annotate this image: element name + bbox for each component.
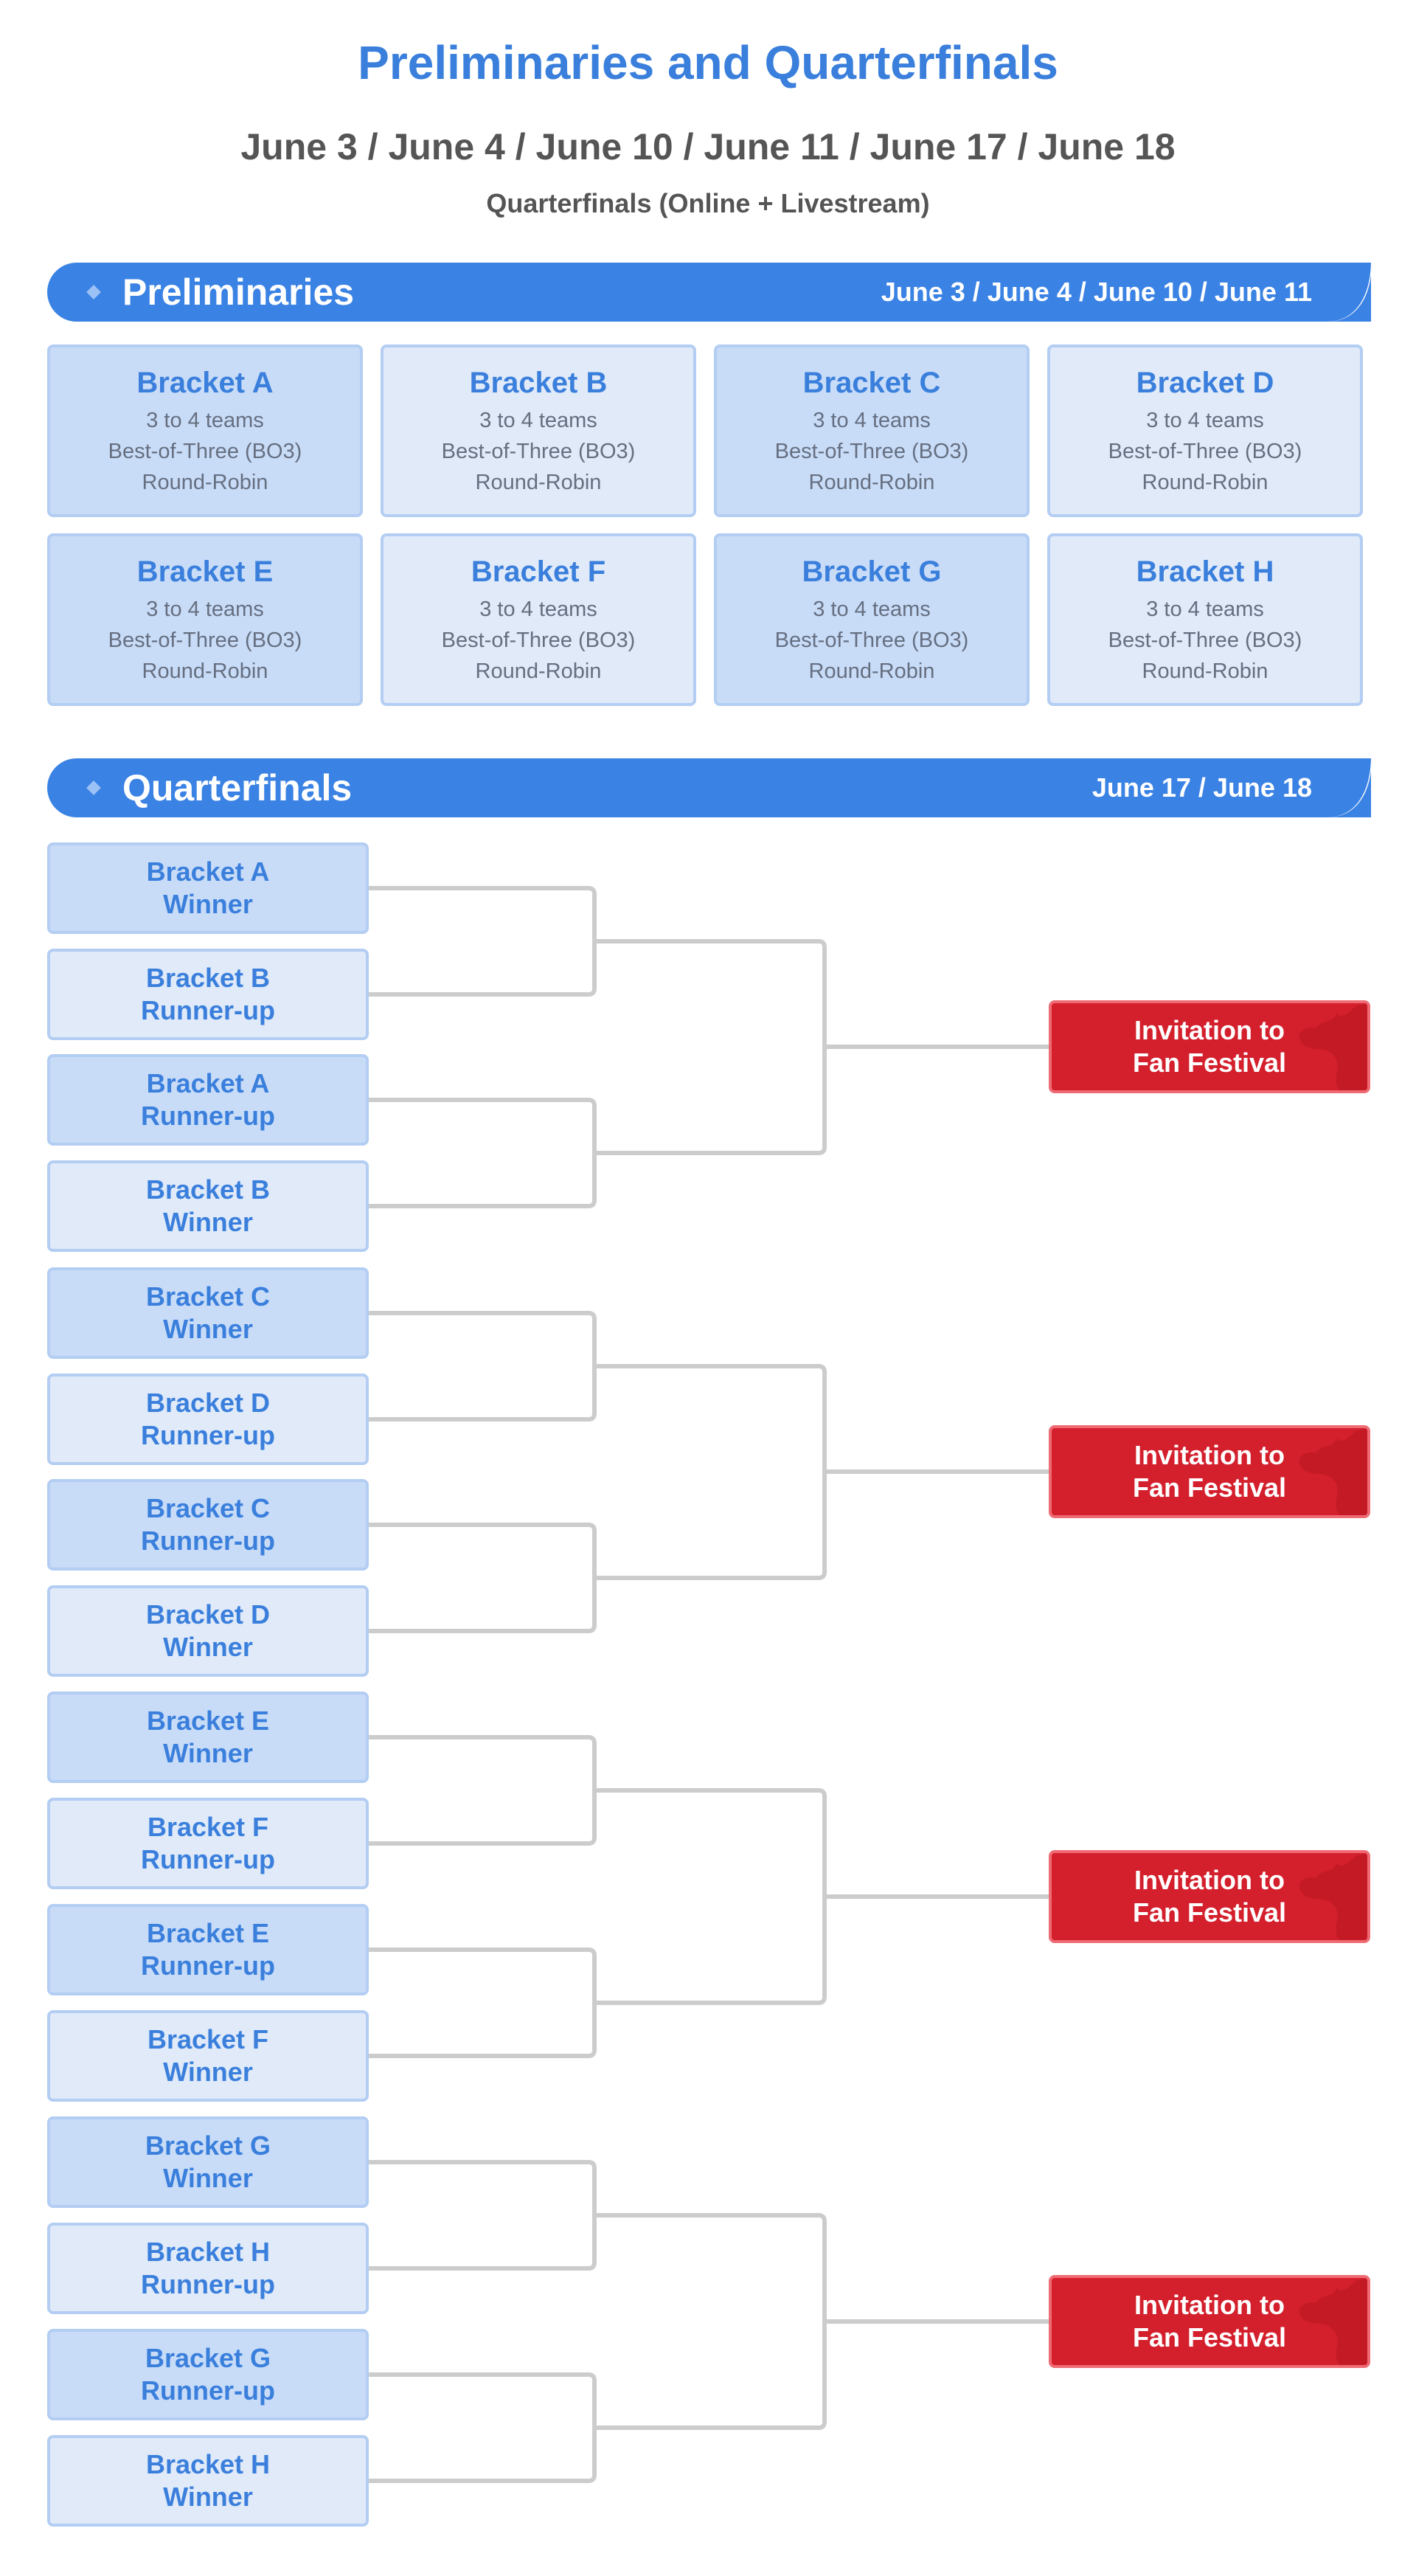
slot-bracket: Bracket F bbox=[147, 2024, 269, 2054]
fan-festival-invitation bbox=[1049, 1850, 1370, 1943]
bracket-name: Bracket E bbox=[136, 555, 274, 588]
slot-bracket: Bracket D bbox=[145, 1388, 271, 1418]
preliminaries-title: Preliminaries bbox=[122, 271, 355, 313]
slot-bracket: Bracket D bbox=[145, 1599, 271, 1630]
slot-bracket: Bracket G bbox=[145, 2130, 271, 2161]
slot-position: Winner bbox=[163, 2482, 253, 2512]
slot-position: Winner bbox=[163, 2163, 253, 2193]
bracket-type: Round-Robin bbox=[1142, 471, 1268, 494]
bracket-type: Round-Robin bbox=[808, 659, 935, 683]
bracket-teams: 3 to 4 teams bbox=[813, 598, 931, 621]
connector-pair bbox=[369, 2375, 594, 2481]
slot-position: Winner bbox=[163, 1738, 253, 1768]
connector-pair bbox=[369, 888, 594, 994]
slot-bracket: Bracket E bbox=[146, 1918, 270, 1948]
slot-position: Runner-up bbox=[141, 1101, 275, 1131]
connector-pair bbox=[369, 1950, 594, 2056]
qf-slot-a-runner-up bbox=[47, 1054, 369, 1146]
bracket-type: Round-Robin bbox=[142, 659, 268, 683]
bracket-name: Bracket A bbox=[136, 367, 274, 399]
qf-slot-h-runner-up bbox=[47, 2223, 369, 2314]
qf-slot-c-winner bbox=[47, 1267, 369, 1359]
slot-position: Winner bbox=[163, 889, 253, 919]
qf-slot-g-runner-up bbox=[47, 2329, 369, 2420]
bracket-name: Bracket H bbox=[1136, 555, 1274, 588]
slot-position: Runner-up bbox=[141, 1844, 275, 1874]
slot-bracket: Bracket E bbox=[146, 1706, 270, 1736]
qf-slot-b-runner-up bbox=[47, 949, 369, 1040]
slot-bracket: Bracket H bbox=[145, 2237, 271, 2267]
result-line-2: Fan Festival bbox=[1132, 1897, 1287, 1928]
bracket-type: Round-Robin bbox=[142, 471, 268, 494]
connector-pair bbox=[594, 941, 825, 1153]
slot-position: Winner bbox=[163, 2057, 253, 2087]
bracket-teams: 3 to 4 teams bbox=[1146, 598, 1264, 621]
slot-position: Runner-up bbox=[141, 1420, 275, 1450]
connector-pair bbox=[594, 1366, 825, 1578]
bracket-teams: 3 to 4 teams bbox=[146, 598, 264, 621]
slot-bracket: Bracket F bbox=[147, 1812, 269, 1842]
result-line-2: Fan Festival bbox=[1132, 1048, 1287, 1078]
connector-pair bbox=[594, 2215, 825, 2428]
bracket-type: Round-Robin bbox=[475, 659, 602, 683]
slot-bracket: Bracket A bbox=[146, 856, 270, 887]
qf-slot-d-runner-up bbox=[47, 1374, 369, 1465]
slot-bracket: Bracket C bbox=[145, 1281, 271, 1312]
preliminaries-dates: June 3 / June 4 / June 10 / June 11 bbox=[881, 277, 1312, 307]
slot-position: Winner bbox=[163, 1207, 253, 1237]
bracket-name: Bracket B bbox=[469, 367, 608, 399]
slot-position: Winner bbox=[163, 1314, 253, 1344]
connector-pair bbox=[369, 1313, 594, 1419]
slot-position: Winner bbox=[163, 1632, 253, 1662]
bracket-format: Best-of-Three (BO3) bbox=[774, 440, 969, 463]
bracket-teams: 3 to 4 teams bbox=[479, 598, 597, 621]
qf-slot-a-winner bbox=[47, 842, 369, 934]
slot-position: Runner-up bbox=[141, 1950, 275, 1981]
quarterfinals-dates: June 17 / June 18 bbox=[1092, 772, 1312, 803]
page-title: Preliminaries and Quarterfinals bbox=[358, 36, 1058, 89]
bracket-format: Best-of-Three (BO3) bbox=[441, 440, 636, 463]
event-dates: June 3 / June 4 / June 10 / June 11 / June 17 / June 18 bbox=[240, 126, 1176, 167]
fan-festival-invitation bbox=[1049, 2275, 1370, 2368]
slot-position: Runner-up bbox=[141, 1526, 275, 1556]
slot-bracket: Bracket C bbox=[145, 1493, 271, 1523]
bracket-type: Round-Robin bbox=[808, 471, 935, 494]
bracket-format: Best-of-Three (BO3) bbox=[1108, 629, 1302, 652]
slot-bracket: Bracket G bbox=[145, 2343, 271, 2373]
slot-bracket: Bracket B bbox=[145, 963, 271, 993]
bracket-format: Best-of-Three (BO3) bbox=[108, 629, 302, 652]
qf-slot-f-runner-up bbox=[47, 1798, 369, 1889]
bracket-format: Best-of-Three (BO3) bbox=[441, 629, 636, 652]
bracket-name: Bracket G bbox=[802, 555, 942, 588]
slot-position: Runner-up bbox=[141, 2269, 275, 2299]
slot-bracket: Bracket H bbox=[145, 2449, 271, 2479]
qf-slot-e-runner-up bbox=[47, 1904, 369, 1995]
qf-slot-g-winner bbox=[47, 2116, 369, 2208]
connector-pair bbox=[369, 2162, 594, 2268]
bracket-type: Round-Robin bbox=[475, 471, 602, 494]
bracket-name: Bracket F bbox=[471, 555, 606, 588]
result-line-1: Invitation to bbox=[1134, 1865, 1285, 1895]
qf-slot-f-winner bbox=[47, 2010, 369, 2102]
qf-slot-d-winner bbox=[47, 1585, 369, 1677]
bracket-teams: 3 to 4 teams bbox=[146, 409, 264, 432]
slot-bracket: Bracket B bbox=[145, 1174, 271, 1205]
qf-slot-h-winner bbox=[47, 2435, 369, 2527]
connector-pair bbox=[369, 1525, 594, 1631]
fan-festival-invitation bbox=[1049, 1000, 1370, 1093]
page-subtitle: Quarterfinals (Online + Livestream) bbox=[486, 188, 930, 218]
bracket-format: Best-of-Three (BO3) bbox=[108, 440, 302, 463]
bracket-teams: 3 to 4 teams bbox=[813, 409, 931, 432]
quarterfinals-title: Quarterfinals bbox=[122, 767, 353, 809]
bracket-teams: 3 to 4 teams bbox=[479, 409, 597, 432]
slot-bracket: Bracket A bbox=[146, 1068, 270, 1098]
result-line-2: Fan Festival bbox=[1132, 1472, 1287, 1503]
qf-slot-e-winner bbox=[47, 1692, 369, 1783]
slot-position: Runner-up bbox=[141, 995, 275, 1025]
fan-festival-invitation bbox=[1049, 1425, 1370, 1518]
connector-pair bbox=[369, 1737, 594, 1843]
qf-slot-b-winner bbox=[47, 1160, 369, 1252]
result-line-1: Invitation to bbox=[1134, 2290, 1285, 2320]
result-line-1: Invitation to bbox=[1134, 1015, 1285, 1045]
bracket-teams: 3 to 4 teams bbox=[1146, 409, 1264, 432]
bracket-type: Round-Robin bbox=[1142, 659, 1268, 683]
slot-position: Runner-up bbox=[141, 2375, 275, 2406]
connector-pair bbox=[369, 1100, 594, 1206]
bracket-name: Bracket C bbox=[802, 367, 941, 399]
bracket-format: Best-of-Three (BO3) bbox=[1108, 440, 1302, 463]
result-line-2: Fan Festival bbox=[1132, 2322, 1287, 2352]
bracket-name: Bracket D bbox=[1136, 367, 1274, 399]
result-line-1: Invitation to bbox=[1134, 1440, 1285, 1470]
connector-pair bbox=[594, 1790, 825, 2003]
qf-slot-c-runner-up bbox=[47, 1479, 369, 1571]
bracket-format: Best-of-Three (BO3) bbox=[774, 629, 969, 652]
